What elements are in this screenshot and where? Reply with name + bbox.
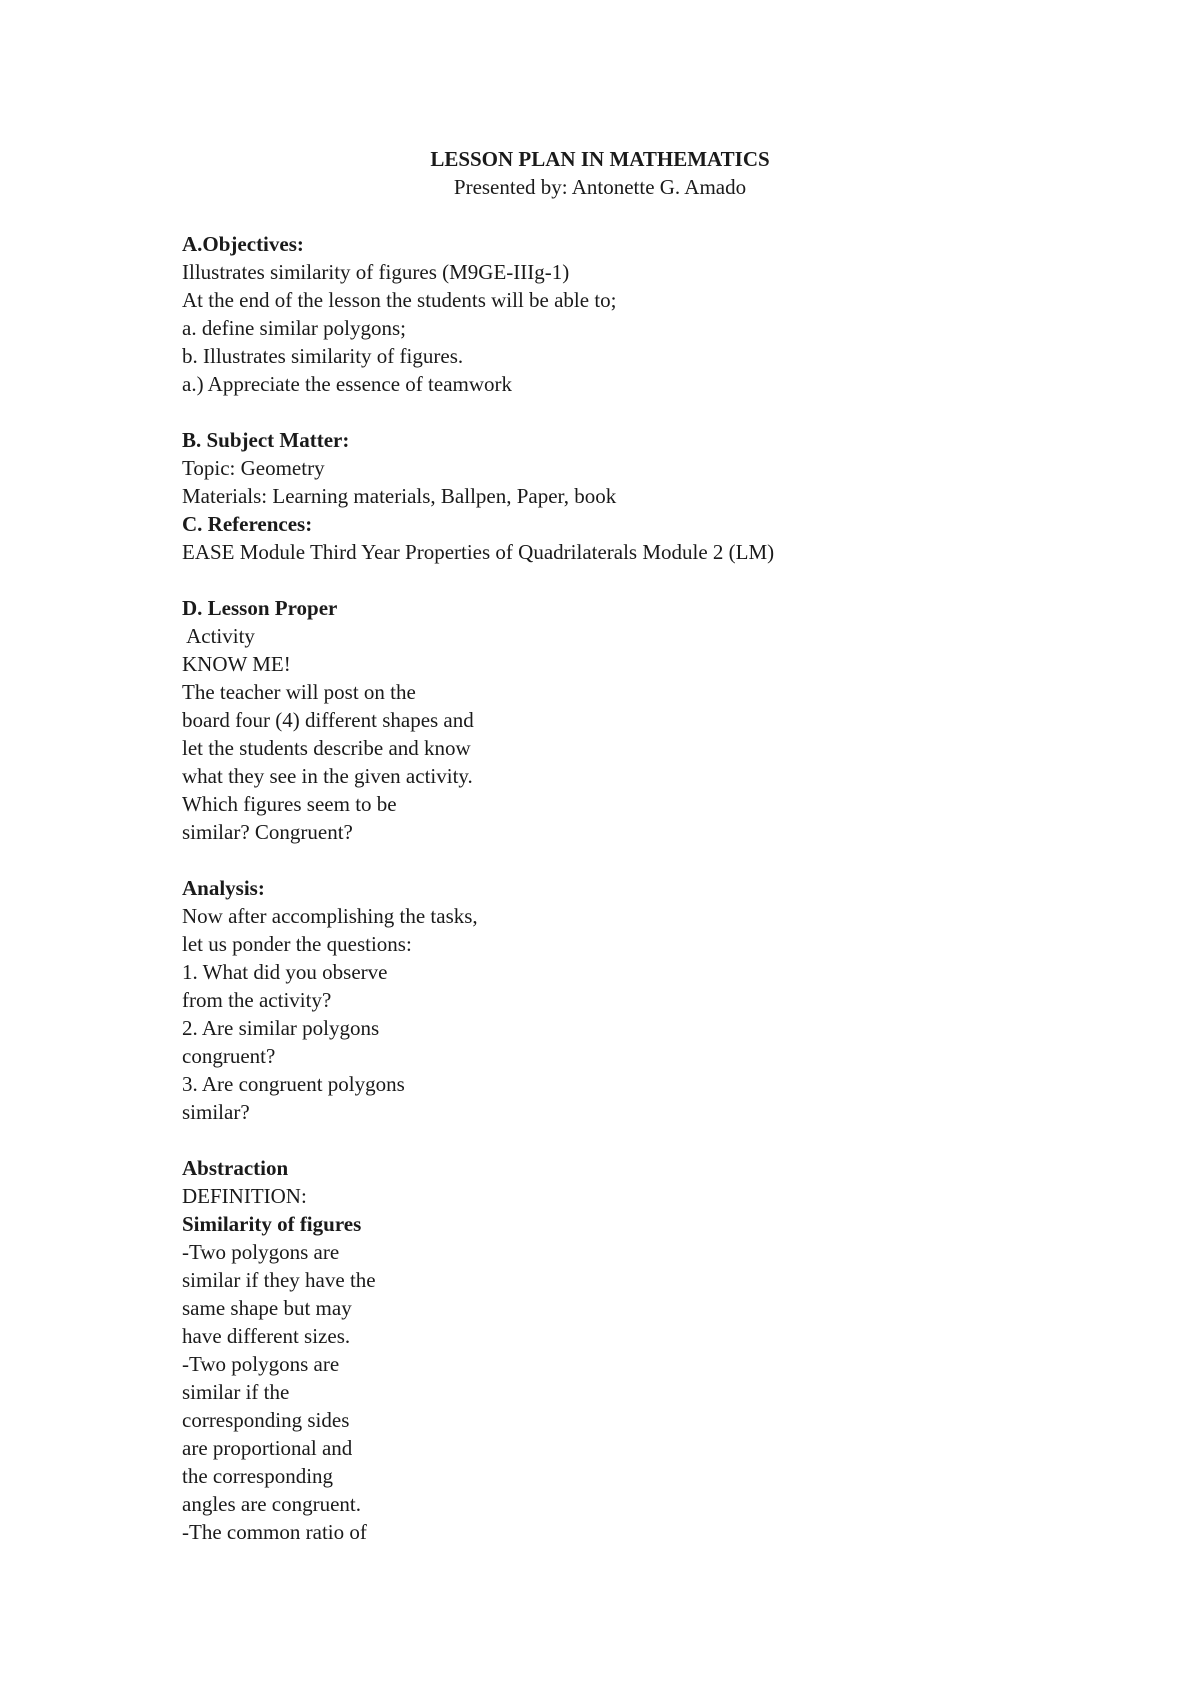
- objectives-line: At the end of the lesson the students will be able to;: [182, 288, 617, 312]
- lesson-proper-line: KNOW ME!: [182, 652, 291, 676]
- abstraction-line: similar if the: [182, 1380, 290, 1404]
- abstraction-line: corresponding sides: [182, 1408, 350, 1432]
- analysis-line: from the activity?: [182, 988, 332, 1012]
- abstraction-line: the corresponding: [182, 1464, 334, 1488]
- abstraction-line: -Two polygons are: [182, 1352, 340, 1376]
- subject-matter-section: [182, 426, 1082, 510]
- objectives-section: [182, 230, 1082, 398]
- abstraction-line: have different sizes.: [182, 1324, 351, 1348]
- subject-matter-line: Materials: Learning materials, Ballpen, Paper, book: [182, 484, 617, 508]
- abstraction-line: same shape but may: [182, 1296, 352, 1320]
- abstraction-line: angles are congruent.: [182, 1492, 362, 1516]
- definition-label: DEFINITION:: [182, 1184, 307, 1208]
- abstraction-heading: Abstraction: [182, 1156, 289, 1180]
- analysis-heading: Analysis:: [182, 876, 265, 900]
- references-line: EASE Module Third Year Properties of Quadrilaterals Module 2 (LM): [182, 540, 775, 564]
- references-section: [182, 510, 1082, 566]
- analysis-line: let us ponder the questions:: [182, 932, 412, 956]
- presenter-line: Presented by: Antonette G. Amado: [453, 175, 747, 199]
- abstraction-section: [182, 1154, 1082, 1546]
- objectives-line: a. define similar polygons;: [182, 316, 406, 340]
- document-header: [0, 145, 1200, 201]
- lesson-proper-line: board four (4) different shapes and: [182, 708, 474, 732]
- analysis-line: similar?: [182, 1100, 250, 1124]
- spacer: [182, 846, 1082, 874]
- objectives-line: a.) Appreciate the essence of teamwork: [182, 372, 513, 396]
- analysis-line: Now after accomplishing the tasks,: [182, 904, 478, 928]
- lesson-proper-line: Activity: [182, 624, 255, 648]
- analysis-line: 1. What did you observe: [182, 960, 388, 984]
- abstraction-line: -The common ratio of: [182, 1520, 367, 1544]
- objectives-line: Illustrates similarity of figures (M9GE-IIIg-1): [182, 260, 570, 284]
- abstraction-line: similar if they have the: [182, 1268, 376, 1292]
- analysis-section: [182, 874, 1082, 1126]
- subject-matter-heading: B. Subject Matter:: [182, 428, 350, 452]
- references-heading: C. References:: [182, 512, 313, 536]
- spacer: [182, 398, 1082, 426]
- lesson-proper-line: what they see in the given activity.: [182, 764, 473, 788]
- analysis-line: 3. Are congruent polygons: [182, 1072, 405, 1096]
- analysis-line: congruent?: [182, 1044, 276, 1068]
- spacer: [182, 1126, 1082, 1154]
- lesson-proper-line: The teacher will post on the: [182, 680, 416, 704]
- document-body: [182, 230, 1082, 1546]
- document-title: LESSON PLAN IN MATHEMATICS: [430, 147, 770, 171]
- objectives-heading: A.Objectives:: [182, 232, 304, 256]
- lesson-proper-heading: D. Lesson Proper: [182, 596, 338, 620]
- similarity-subheading: Similarity of figures: [182, 1212, 362, 1236]
- abstraction-line: are proportional and: [182, 1436, 353, 1460]
- lesson-proper-line: let the students describe and know: [182, 736, 471, 760]
- analysis-line: 2. Are similar polygons: [182, 1016, 380, 1040]
- lesson-proper-line: similar? Congruent?: [182, 820, 353, 844]
- spacer: [182, 566, 1082, 594]
- lesson-proper-section: [182, 594, 1082, 846]
- lesson-proper-line: Which figures seem to be: [182, 792, 397, 816]
- objectives-line: b. Illustrates similarity of figures.: [182, 344, 464, 368]
- subject-matter-line: Topic: Geometry: [182, 456, 325, 480]
- abstraction-line: -Two polygons are: [182, 1240, 340, 1264]
